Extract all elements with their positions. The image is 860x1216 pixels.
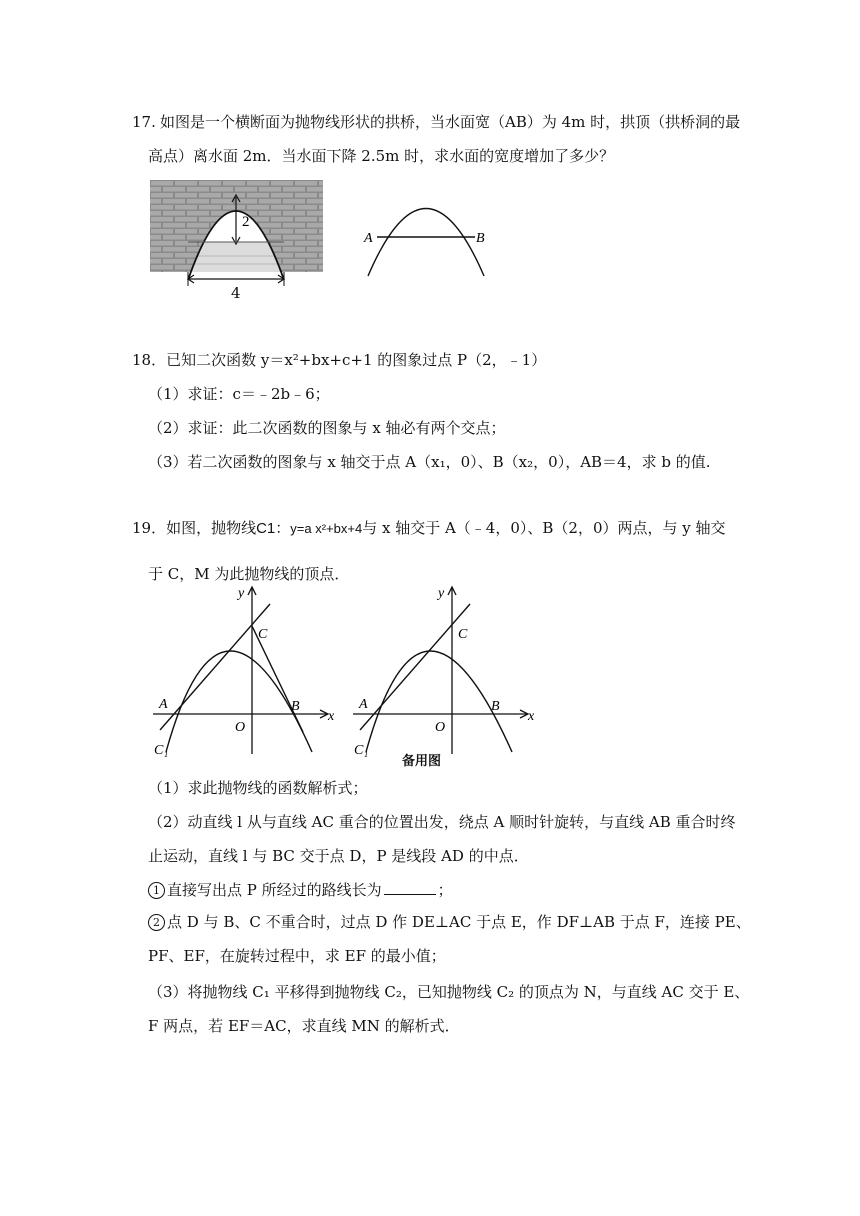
q17-point-b: B: [476, 231, 485, 246]
q18-part3: （3）若二次函数的图象与 x 轴交于点 A（x₁，0）、B（x₂，0），AB＝4，求 b 的值.: [148, 453, 711, 471]
q19-sub2-mark: 2: [148, 914, 165, 931]
q18-part2: （2）求证：此二次函数的图象与 x 轴必有两个交点；: [148, 419, 506, 437]
q19-stem-line1: 19．如图，抛物线C1：y=a x²+bx+4与 x 轴交于 A（﹣4，0）、B（2，0）两点，与 y 轴交: [132, 519, 726, 537]
q17-number: 17.: [132, 113, 156, 131]
q19-equation: y=a x²+bx+4: [290, 521, 363, 536]
q19-sub1-end: ；: [437, 881, 453, 899]
q19-part2-line2: 止运动，直线 l 与 BC 交于点 D，P 是线段 AD 的中点．: [148, 847, 529, 865]
q19-sub1-text: 直接写出点 P 所经过的路线长为: [167, 881, 382, 899]
q19-curve-name: C1: [256, 520, 276, 537]
q19-sub2-line2: PF、EF，在旋转过程中，求 EF 的最小值；: [148, 947, 446, 965]
q19-sub2-text: 点 D 与 B、C 不重合时，过点 D 作 DE⊥AC 于点 E，作 DF⊥AB 于点 F，连接 PE、: [167, 913, 751, 931]
q19-label-c1: C₁: [154, 743, 169, 758]
q19-backup-label-c1: C₁: [354, 743, 369, 758]
answer-blank[interactable]: [384, 880, 436, 895]
q19-backup-line-ac: [360, 604, 470, 730]
q17-height-label: 2: [242, 214, 250, 230]
q19-line-ac: [160, 604, 270, 730]
q18-stem: 18．已知二次函数 y＝x²+bx+c+1 的图象过点 P（2，﹣1）: [132, 351, 547, 369]
q18-part1: （1）求证：c＝﹣2b﹣6；: [148, 385, 330, 403]
q19-backup-label-x: x: [528, 709, 535, 724]
q19-backup-label-o: O: [435, 720, 446, 735]
q17-text-line1: 如图是一个横断面为抛物线形状的拱桥，当水面宽（AB）为 4m 时，拱顶（拱桥洞的最: [160, 113, 741, 131]
q19-stem-prefix: 19．如图，抛物线: [132, 519, 257, 537]
q19-backup-caption: 备用图: [402, 754, 442, 769]
q17-parabola-figure: [358, 188, 498, 280]
q19-label-x: x: [328, 709, 335, 724]
q19-stem-line2: 于 C，M 为此抛物线的顶点．: [148, 565, 350, 583]
q19-backup-label-y: y: [438, 586, 445, 601]
q19-sub2-line1: [148, 912, 751, 932]
q17-text-line2: 高点）离水面 2m．当水面下降 2.5m 时，求水面的宽度增加了多少？: [148, 147, 615, 165]
q19-sub1: [148, 880, 453, 900]
q19-part3-line1: （3）将抛物线 C₁ 平移得到抛物线 C₂，已知抛物线 C₂ 的顶点为 N，与直线 AC 交于 E、: [148, 983, 750, 1001]
q19-stem-suffix: 与 x 轴交于 A（﹣4，0）、B（2，0）两点，与 y 轴交: [362, 519, 726, 537]
q17-parabola-curve: [368, 209, 484, 277]
q19-label-y: y: [238, 586, 245, 601]
q19-backup-figure: [345, 582, 540, 764]
q17-point-a: A: [364, 231, 373, 246]
q19-backup-label-a: A: [359, 697, 368, 712]
q19-part1: （1）求此抛物线的函数解析式；: [148, 779, 368, 797]
q19-backup-label-c: C: [458, 627, 468, 642]
q19-label-o: O: [235, 720, 246, 735]
q19-sub1-mark: 1: [148, 882, 165, 899]
q19-part2-line1: （2）动直线 l 从与直线 AC 重合的位置出发，绕点 A 顺时针旋转，与直线 AB 重合时终: [148, 813, 736, 831]
q19-backup-label-b: B: [491, 699, 500, 714]
q19-label-b: B: [291, 699, 300, 714]
q19-label-a: A: [159, 697, 168, 712]
q19-part3-line2: F 两点，若 EF＝AC，求直线 MN 的解析式．: [148, 1017, 460, 1035]
q17-arch-bridge-figure: [150, 180, 323, 290]
q17-width-label: 4: [231, 284, 241, 302]
q19-main-figure: [145, 582, 340, 764]
q19-label-c: C: [258, 627, 268, 642]
